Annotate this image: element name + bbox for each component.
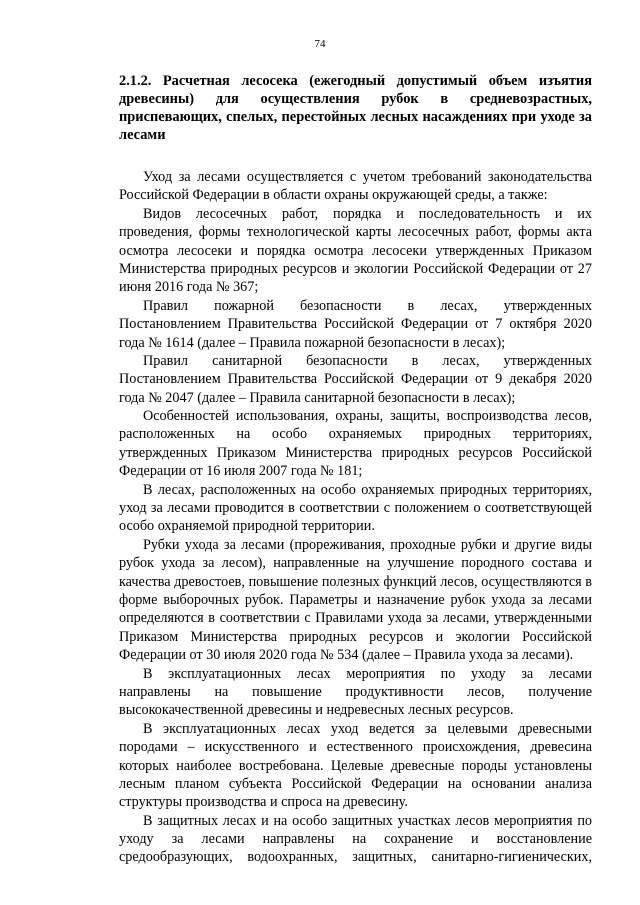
- heading-line: лесами: [119, 127, 166, 143]
- text-line: Правил санитарной безопасности в лесах, утвержденных: [143, 352, 592, 369]
- text-line: рубок ухода за лесом), направленные на улучшение породного состава и: [119, 555, 592, 572]
- text-line: Постановлением Правительства Российской Федерации от 7 октября 2020: [119, 316, 592, 333]
- text-line: Министерства природных ресурсов и экологии Российской Федерации от 27: [119, 260, 592, 277]
- page-number: 74: [314, 38, 326, 50]
- text-line: В эксплуатационных лесах уход ведется за целевыми древесными: [143, 720, 592, 737]
- text-line: уход за лесами проводится в соответствии с положением о соответствующей: [119, 500, 592, 517]
- text-line: Приказом Министерства природных ресурсов и экологии Российской: [119, 628, 592, 645]
- text-line: уходу за лесами направлены на сохранение и восстановление: [119, 831, 592, 848]
- text-line: качества древостоев, повышение полезных функций лесов, осуществляются в: [119, 573, 592, 590]
- text-line: форме выборочных рубок. Параметры и назначение рубок ухода за лесами: [119, 591, 592, 608]
- text-line: В эксплуатационных лесах мероприятия по уходу за лесами: [143, 665, 592, 682]
- text-line: проведения, формы технологической карты лесосечных работ, формы акта: [119, 224, 592, 241]
- heading-line: 2.1.2. Расчетная лесосека (ежегодный допустимый объем изъятия: [119, 73, 592, 89]
- text-line: Федерации от 30 июля 2020 года № 534 (далее – Правила ухода за лесами).: [119, 647, 574, 664]
- heading-line: приспевающих, спелых, перестойных лесных насаждениях при уходе за: [119, 109, 592, 125]
- text-line: средообразующих, водоохранных, защитных, санитарно-гигиенических,: [119, 849, 592, 866]
- text-line: Особенностей использования, охраны, защиты, воспроизводства лесов,: [143, 408, 592, 425]
- text-line: Федерации от 16 июля 2007 года № 181;: [119, 463, 363, 480]
- text-line: расположенных на особо охраняемых природных территориях,: [119, 426, 592, 443]
- text-line: высококачественной древесины и недревесных лесных ресурсов.: [119, 702, 514, 719]
- heading-line: древесины) для осуществления рубок в средневозрастных,: [119, 91, 592, 107]
- text-line: которых наиболее востребована. Целевые древесные породы установлены: [119, 757, 592, 774]
- text-line: породами – искусственного и естественного происхождения, древесина: [119, 739, 592, 756]
- text-line: Уход за лесами осуществляется с учетом требований законодательства: [143, 169, 592, 185]
- text-line: Российской Федерации в области охраны окружающей среды, а также:: [119, 187, 548, 204]
- text-line: определяются в соответствии с Правилами ухода за лесами, утвержденными: [119, 610, 592, 627]
- text-line: июня 2016 года № 367;: [119, 279, 259, 296]
- text-line: осмотра лесосеки и порядка осмотра лесосеки утвержденных Приказом: [119, 242, 592, 259]
- text-line: В лесах, расположенных на особо охраняемых природных территориях,: [143, 481, 592, 498]
- text-line: года № 2047 (далее – Правила санитарной безопасности в лесах);: [119, 389, 516, 406]
- text-line: Видов лесосечных работ, порядка и последовательность и их: [143, 205, 592, 222]
- section-heading: [119, 72, 592, 144]
- body-text: [119, 168, 592, 867]
- text-line: Рубки ухода за лесами (прореживания, проходные рубки и другие виды: [143, 536, 592, 553]
- text-line: особо охраняемой природной территории.: [119, 518, 375, 535]
- text-line: Постановлением Правительства Российской Федерации от 9 декабря 2020: [119, 371, 592, 388]
- text-line: В защитных лесах и на особо защитных участках лесов мероприятия по: [143, 812, 592, 829]
- text-line: Правил пожарной безопасности в лесах, утвержденных: [143, 297, 592, 314]
- text-line: направлены на повышение продуктивности лесов, получение: [119, 683, 592, 700]
- text-line: лесным планом субъекта Российской Федерации на основании анализа: [119, 775, 592, 792]
- text-line: утвержденных Приказом Министерства природных ресурсов Российской: [119, 444, 592, 461]
- text-line: года № 1614 (далее – Правила пожарной безопасности в лесах);: [119, 334, 506, 351]
- text-line: структуры производства и спроса на древесину.: [119, 794, 408, 811]
